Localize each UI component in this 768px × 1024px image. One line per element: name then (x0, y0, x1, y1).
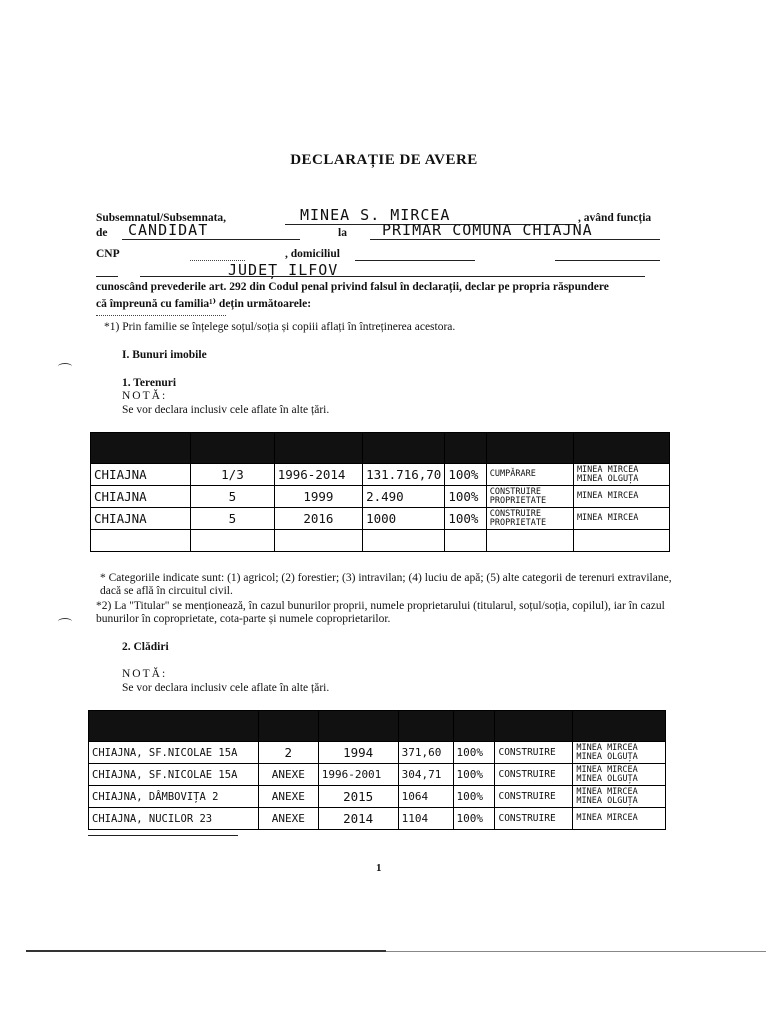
institution-underline (370, 239, 660, 240)
punch-hole-mark (58, 618, 72, 625)
punch-hole-mark (58, 363, 72, 370)
cnp-label: CNP (96, 248, 120, 260)
address-underline (140, 276, 645, 277)
table-row: CHIAJNA, SF.NICOLAE 15A ANEXE 1996-2001 304,71 100% CONSTRUIRE MINEA MIRCEA MINEA OLGUȚA (89, 764, 666, 786)
page-number: 1 (376, 862, 382, 874)
footnote-familie: *1) Prin familie se înțelege soțul/soția și copiii aflați în întreținerea acestora. (104, 321, 456, 333)
impreuna-text: că împreună cu familia¹⁾ dețin următoarele: (96, 298, 312, 310)
page-title: DECLARAȚIE DE AVERE (290, 152, 478, 168)
table-row: CHIAJNA 1/3 1996-2014 131.716,70 100% CUMPĂRARE MINEA MIRCEA MINEA OLGUȚA (91, 464, 670, 486)
footer-separator (88, 835, 238, 836)
scan-edge-line (386, 951, 766, 952)
table-row: CHIAJNA, SF.NICOLAE 15A 2 1994 371,60 100% CONSTRUIRE MINEA MIRCEA MINEA OLGUȚA (89, 742, 666, 764)
table-row (91, 530, 670, 552)
table-row: CHIAJNA, NUCILOR 23 ANEXE 2014 1104 100% CONSTRUIRE MINEA MIRCEA (89, 808, 666, 830)
table-row: CHIAJNA, DÂMBOVIȚA 2 ANEXE 2015 1064 100% CONSTRUIRE MINEA MIRCEA MINEA OLGUȚA (89, 786, 666, 808)
scan-edge-line (26, 950, 386, 952)
cunoscand-text: cunoscând prevederile art. 292 din Codul penal privind falsul în declarații, declar pe propria răspundere (96, 281, 609, 293)
la-label: la (338, 227, 347, 239)
subsection-terenuri: 1. Terenuri (122, 377, 177, 389)
nota-text-2: Se vor declara inclusiv cele aflate în alte țări. (122, 682, 330, 694)
terenuri-table (90, 432, 670, 552)
address-value: JUDEȚ ILFOV (228, 261, 339, 279)
table-row: CHIAJNA 5 2016 1000 100% CONSTRUIRE PROPRIETATE MINEA MIRCEA (91, 508, 670, 530)
declarant-name: MINEA S. MIRCEA (300, 206, 451, 224)
note-categories: * Categoriile indicate sunt: (1) agricol; (2) forestier; (3) intravilan; (4) luciu de apă; (5) alte categorii de terenuri extravilane, dacă se află în circuitul civil. (100, 572, 672, 597)
subsemnatul-label: Subsemnatul/Subsemnata, (96, 212, 227, 224)
section-bunuri-imobile: I. Bunuri imobile (122, 349, 207, 361)
address-dash (96, 276, 118, 277)
nota-label: NOTĂ: (122, 390, 168, 402)
table-header (91, 433, 670, 464)
subsection-cladiri: 2. Clădiri (122, 641, 169, 653)
table-row: CHIAJNA 5 1999 2.490 100% CONSTRUIRE PROPRIETATE MINEA MIRCEA (91, 486, 670, 508)
domiciliul-label: , domiciliul (285, 248, 340, 260)
domiciliul-underline-2 (555, 260, 660, 261)
dotted-separator (96, 315, 226, 316)
function-underline (122, 239, 300, 240)
function-value: CANDIDAT (128, 221, 209, 239)
de-label: de (96, 227, 108, 239)
domiciliul-underline (355, 260, 475, 261)
nota-text: Se vor declara inclusiv cele aflate în alte țări. (122, 404, 330, 416)
avand-label: , având funcția (578, 212, 652, 224)
institution-value: PRIMAR COMUNA CHIAJNA (382, 221, 593, 239)
note-titular: *2) La "Titular" se menționează, în cazul bunurilor proprii, numele proprietarului (titularul, soțul/soția, copilul), iar în cazul bunurilor în coproprietate, cota-parte și numele coproprietarilor. (96, 600, 665, 625)
nota-label-2: NOTĂ: (122, 668, 168, 680)
table-header (89, 711, 666, 742)
cladiri-table (88, 710, 666, 830)
